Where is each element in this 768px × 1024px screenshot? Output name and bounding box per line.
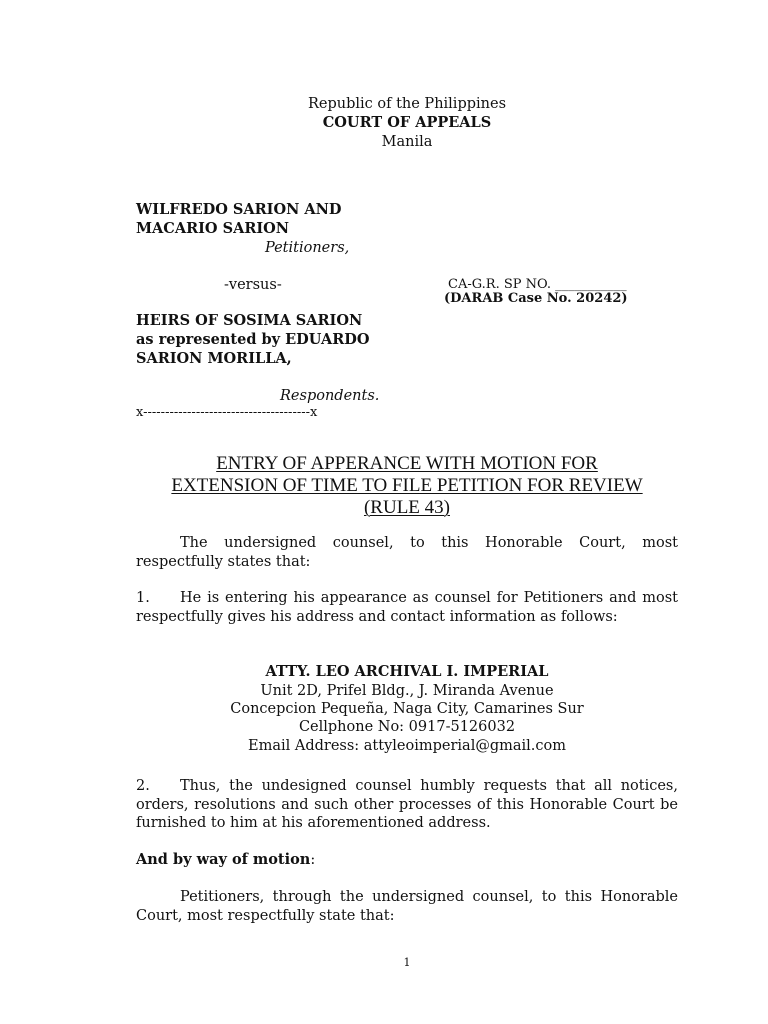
header-city: Manila <box>381 134 433 150</box>
intro-paragraph: The undersigned counsel, to this Honorable Court, most respectfully states that: <box>136 535 678 570</box>
counsel-email: Email Address: attyleoimperial@gmail.com <box>248 738 566 754</box>
motion-intro-paragraph: Petitioners, through the undersigned counsel, to this Honorable Court, most respectfully state that: <box>136 889 678 924</box>
counsel-address-line1: Unit 2D, Prifel Bldg., J. Miranda Avenue <box>260 683 554 699</box>
counsel-address-line2: Concepcion Pequeña, Naga City, Camarines Sur <box>230 701 584 717</box>
counsel-name: ATTY. LEO ARCHIVAL I. IMPERIAL <box>265 663 549 680</box>
header-court: COURT OF APPEALS <box>322 114 492 131</box>
petitioners-label: Petitioners, <box>265 240 350 256</box>
versus-label: -versus- <box>224 277 282 293</box>
respondents-name-line2: as represented by EDUARDO <box>136 331 370 348</box>
paragraph-1-number: 1. <box>136 590 150 606</box>
header-republic: Republic of the Philippines <box>307 96 507 112</box>
motion-colon: : <box>310 852 316 868</box>
paragraph-1-text: He is entering his appearance as counsel for Petitioners and most respectfully gives his address and contact information as follows: <box>136 590 678 625</box>
respondents-name-line1: HEIRS OF SOSIMA SARION <box>136 312 363 329</box>
paragraph-2-number: 2. <box>136 778 150 794</box>
document-title-line1: ENTRY OF APPERANCE WITH MOTION FOR <box>216 453 598 474</box>
respondents-name-line3: SARION MORILLA, <box>136 350 292 367</box>
respondents-label: Respondents. <box>280 388 380 404</box>
petitioners-name-line1: WILFREDO SARION AND <box>136 201 342 218</box>
case-number: CA-G.R. SP NO. ___________ <box>448 277 627 292</box>
document-title-line3: (RULE 43) <box>363 497 450 518</box>
darab-case-number: (DARAB Case No. 20242) <box>444 291 628 306</box>
motion-label: And by way of motion <box>136 851 311 868</box>
motion-heading <box>136 851 315 870</box>
document-title-line2: EXTENSION OF TIME TO FILE PETITION FOR REVIEW <box>171 475 643 496</box>
page-number: 1 <box>403 956 411 969</box>
paragraph-2-text: Thus, the undesigned counsel humbly requests that all notices, orders, resolutions and such other processes of this Honorable Court be furnished to him at his aforementioned address. <box>136 778 678 831</box>
caption-separator: x--------------------------------------x <box>136 405 318 420</box>
counsel-cellphone: Cellphone No: 0917-5126032 <box>298 719 516 735</box>
petitioners-name-line2: MACARIO SARION <box>136 220 290 237</box>
